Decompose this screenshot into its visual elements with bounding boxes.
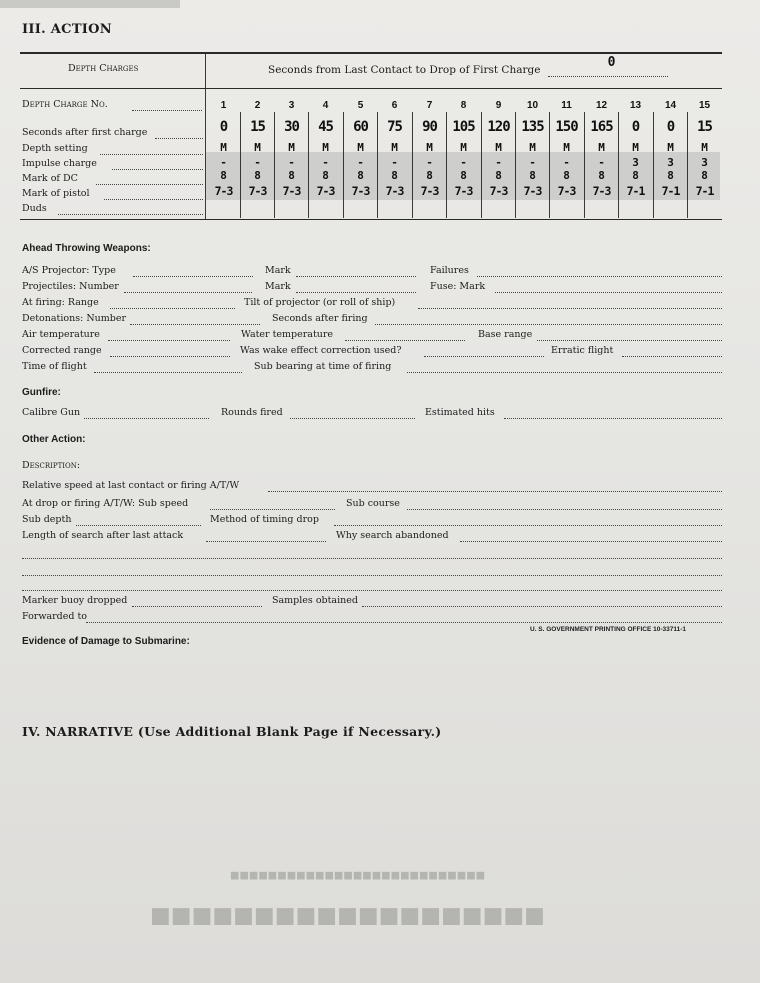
col-header-1: 1 [220, 100, 227, 111]
time-of-flight-fill [94, 371, 242, 373]
table-top-rule [20, 52, 722, 54]
fuse-mark-fill [495, 291, 722, 293]
mark-pistol-cell: 7-3 [557, 184, 576, 198]
method-timing-fill [334, 524, 722, 526]
water-temperature-fill [345, 339, 465, 341]
bleed-through-mark: ■■■■■■■■■■■■■■■■■■■ [150, 905, 545, 931]
sub-course-fill [407, 508, 722, 510]
depth-setting-cell: M [391, 141, 398, 154]
projectiles-mark-label: Mark [265, 281, 291, 292]
depth-setting-cell: M [357, 141, 364, 154]
impulse-cell: - [563, 156, 570, 169]
mark-pistol-cell: 7-3 [248, 184, 267, 198]
sub-course-label: Sub course [346, 498, 400, 509]
seconds-after-firing-fill [375, 323, 722, 325]
mark-pistol-cell: 7-3 [454, 184, 473, 198]
mark-pistol-cell: 7-1 [626, 184, 645, 198]
corrected-range-fill [110, 355, 230, 357]
seconds-cell: 0 [631, 119, 640, 135]
seconds-cell: 120 [487, 119, 510, 135]
depth-setting-cell: M [701, 141, 708, 154]
mark-dc-cell: 8 [701, 169, 708, 182]
impulse-cell: - [426, 156, 433, 169]
seconds-after-firing-label: Seconds after firing [272, 313, 368, 324]
col-header-8: 8 [460, 100, 467, 111]
section-4-title: IV. NARRATIVE (Use Additional Blank Page if Necessary.) [22, 724, 442, 739]
wake-effect-fill [424, 355, 544, 357]
mark-dc-cell: 8 [598, 169, 605, 182]
other-action-heading: Other Action: [22, 434, 86, 445]
impulse-cell: - [357, 156, 364, 169]
erratic-flight-fill [622, 355, 722, 357]
depth-setting-cell: M [220, 141, 227, 154]
row-fill [155, 137, 203, 139]
seconds-cell: 135 [521, 119, 544, 135]
impulse-cell: - [598, 156, 605, 169]
depth-setting-cell: M [563, 141, 570, 154]
impulse-cell: - [529, 156, 536, 169]
depth-setting-cell: M [322, 141, 329, 154]
row-fill [58, 213, 203, 215]
row-label-impulse: Impulse charge [22, 158, 97, 169]
seconds-cell: 15 [250, 119, 265, 135]
detonations-label: Detonations: Number [22, 313, 127, 324]
tilt-fill [418, 307, 722, 309]
depth-setting-cell: M [598, 141, 605, 154]
failures-fill [477, 275, 722, 277]
mark-pistol-cell: 7-3 [282, 184, 301, 198]
erratic-flight-label: Erratic flight [551, 345, 614, 356]
calibre-gun-label: Calibre Gun [22, 407, 81, 418]
mark-dc-cell: 8 [529, 169, 536, 182]
mark-dc-cell: 8 [460, 169, 467, 182]
mark-dc-cell: 8 [357, 169, 364, 182]
description-line [22, 589, 722, 591]
row-label-seconds: Seconds after first charge [22, 127, 148, 138]
estimated-hits-label: Estimated hits [425, 407, 495, 418]
description-heading: Description: [22, 460, 81, 471]
seconds-cell: 0 [666, 119, 675, 135]
samples-obtained-fill [362, 605, 722, 607]
mark-dc-cell: 8 [220, 169, 227, 182]
relative-speed-fill [268, 490, 722, 492]
mark-pistol-cell: 7-3 [489, 184, 508, 198]
sub-speed-fill [210, 508, 335, 510]
mark-dc-cell: 8 [667, 169, 674, 182]
impulse-cell: 3 [701, 156, 708, 169]
col-header-3: 3 [288, 100, 295, 111]
detonations-fill [130, 323, 260, 325]
sub-bearing-label: Sub bearing at time of firing [254, 361, 392, 372]
rounds-fired-fill [290, 417, 415, 419]
impulse-cell: - [288, 156, 295, 169]
sub-depth-fill [76, 524, 201, 526]
mark-dc-cell: 8 [495, 169, 502, 182]
relative-speed-label: Relative speed at last contact or firing A/T/W [22, 480, 240, 491]
impulse-cell: - [460, 156, 467, 169]
atw-heading: Ahead Throwing Weapons: [22, 243, 151, 254]
impulse-cell: 3 [667, 156, 674, 169]
depth-setting-cell: M [288, 141, 295, 154]
seconds-cell: 60 [353, 119, 368, 135]
length-search-fill [206, 540, 326, 542]
corrected-range-label: Corrected range [22, 345, 102, 356]
firing-range-fill [110, 307, 235, 309]
description-line [22, 557, 722, 559]
wake-effect-label: Was wake effect correction used? [240, 345, 402, 356]
why-abandoned-fill [460, 540, 722, 542]
mark-dc-cell: 8 [391, 169, 398, 182]
col-header-13: 13 [629, 100, 642, 111]
gpo-imprint: U. S. GOVERNMENT PRINTING OFFICE 10-33711-1 [530, 626, 687, 633]
col-header-9: 9 [495, 100, 502, 111]
seconds-last-contact-value: 0 [607, 55, 616, 70]
description-line [22, 574, 722, 576]
evidence-heading: Evidence of Damage to Submarine: [22, 636, 190, 647]
mark-pistol-cell: 7-1 [695, 184, 714, 198]
sub-speed-label: At drop or firing A/T/W: Sub speed [22, 498, 189, 509]
depth-setting-cell: M [667, 141, 674, 154]
mark-pistol-cell: 7-3 [316, 184, 335, 198]
seconds-cell: 105 [452, 119, 475, 135]
charge-no-fill [132, 109, 202, 111]
col-header-6: 6 [391, 100, 398, 111]
seconds-last-contact-fill [548, 75, 668, 77]
row-fill [100, 153, 203, 155]
marker-buoy-fill [132, 605, 262, 607]
calibre-gun-fill [84, 417, 209, 419]
row-label-mark-pistol: Mark of pistol [22, 188, 90, 199]
failures-label: Failures [430, 265, 469, 276]
depth-setting-cell: M [426, 141, 433, 154]
col-header-7: 7 [426, 100, 433, 111]
water-temperature-label: Water temperature [241, 329, 334, 340]
seconds-cell: 0 [219, 119, 228, 135]
row-fill [104, 198, 203, 200]
impulse-cell: - [322, 156, 329, 169]
col-header-11: 11 [561, 100, 572, 111]
table-bottom-rule [20, 219, 722, 220]
mark-pistol-cell: 7-3 [351, 184, 370, 198]
projectiles-number-fill [124, 291, 252, 293]
estimated-hits-fill [504, 417, 722, 419]
mark-pistol-cell: 7-3 [592, 184, 611, 198]
fuse-mark-label: Fuse: Mark [430, 281, 486, 292]
firing-range-label: At firing: Range [22, 297, 99, 308]
col-header-14: 14 [664, 100, 677, 111]
mark-pistol-cell: 7-3 [385, 184, 404, 198]
mark-dc-cell: 8 [288, 169, 295, 182]
col-header-15: 15 [698, 100, 711, 111]
col-header-12: 12 [595, 100, 608, 111]
forwarded-to-fill [86, 621, 722, 623]
impulse-cell: - [391, 156, 398, 169]
impulse-cell: - [495, 156, 502, 169]
projector-type-label: A/S Projector: Type [22, 265, 116, 276]
sub-depth-label: Sub depth [22, 514, 72, 525]
impulse-cell: 3 [632, 156, 639, 169]
impulse-cell: - [220, 156, 227, 169]
mark-dc-cell: 8 [426, 169, 433, 182]
depth-setting-cell: M [495, 141, 502, 154]
seconds-cell: 75 [387, 119, 402, 135]
depth-setting-cell: M [632, 141, 639, 154]
table-rule [20, 88, 722, 89]
charge-no-label: Depth Charge No. [22, 99, 108, 110]
air-temperature-label: Air temperature [22, 329, 100, 340]
sub-bearing-fill [407, 371, 722, 373]
col-header-5: 5 [357, 100, 364, 111]
depth-charges-heading: Depth Charges [68, 63, 139, 74]
seconds-cell: 165 [590, 119, 613, 135]
row-fill [96, 183, 203, 185]
mark-dc-cell: 8 [254, 169, 261, 182]
bleed-through-mark: ■■■■■■■■■■■■■■■■■■■■■■■■■■■ [230, 870, 486, 881]
projectiles-mark-fill [296, 291, 416, 293]
seconds-cell: 15 [697, 119, 712, 135]
gunfire-heading: Gunfire: [22, 387, 61, 398]
length-search-label: Length of search after last attack [22, 530, 184, 541]
base-range-label: Base range [478, 329, 533, 340]
seconds-cell: 150 [555, 119, 578, 135]
why-abandoned-label: Why search abandoned [336, 530, 449, 541]
depth-setting-cell: M [460, 141, 467, 154]
method-timing-label: Method of timing drop [210, 514, 319, 525]
mark-dc-cell: 8 [322, 169, 329, 182]
mark-pistol-cell: 7-3 [523, 184, 542, 198]
row-label-duds: Duds [22, 203, 47, 214]
seconds-cell: 90 [422, 119, 437, 135]
projector-mark-fill [296, 275, 416, 277]
seconds-cell: 30 [284, 119, 299, 135]
marker-buoy-label: Marker buoy dropped [22, 595, 128, 606]
impulse-cell: - [254, 156, 261, 169]
mark-pistol-cell: 7-1 [661, 184, 680, 198]
mark-dc-cell: 8 [563, 169, 570, 182]
mark-pistol-cell: 7-3 [214, 184, 233, 198]
mark-pistol-cell: 7-3 [420, 184, 439, 198]
row-label-depth-setting: Depth setting [22, 143, 88, 154]
rounds-fired-label: Rounds fired [221, 407, 283, 418]
top-strip [0, 0, 180, 8]
base-range-fill [537, 339, 722, 341]
air-temperature-fill [108, 339, 230, 341]
forwarded-to-label: Forwarded to [22, 611, 88, 622]
time-of-flight-label: Time of flight [22, 361, 87, 372]
seconds-cell: 45 [318, 119, 333, 135]
section-3-title: III. ACTION [22, 22, 112, 37]
projector-type-fill [133, 275, 253, 277]
samples-obtained-label: Samples obtained [272, 595, 358, 606]
row-label-mark-dc: Mark of DC [22, 173, 78, 184]
col-header-10: 10 [526, 100, 539, 111]
col-header-2: 2 [254, 100, 261, 111]
projectiles-number-label: Projectiles: Number [22, 281, 119, 292]
depth-setting-cell: M [529, 141, 536, 154]
projector-mark-label: Mark [265, 265, 291, 276]
mark-dc-cell: 8 [632, 169, 639, 182]
col-header-4: 4 [322, 100, 329, 111]
depth-setting-cell: M [254, 141, 261, 154]
row-fill [112, 168, 203, 170]
seconds-last-contact-label: Seconds from Last Contact to Drop of First Charge [268, 64, 541, 76]
tilt-label: Tilt of projector (or roll of ship) [244, 297, 396, 308]
